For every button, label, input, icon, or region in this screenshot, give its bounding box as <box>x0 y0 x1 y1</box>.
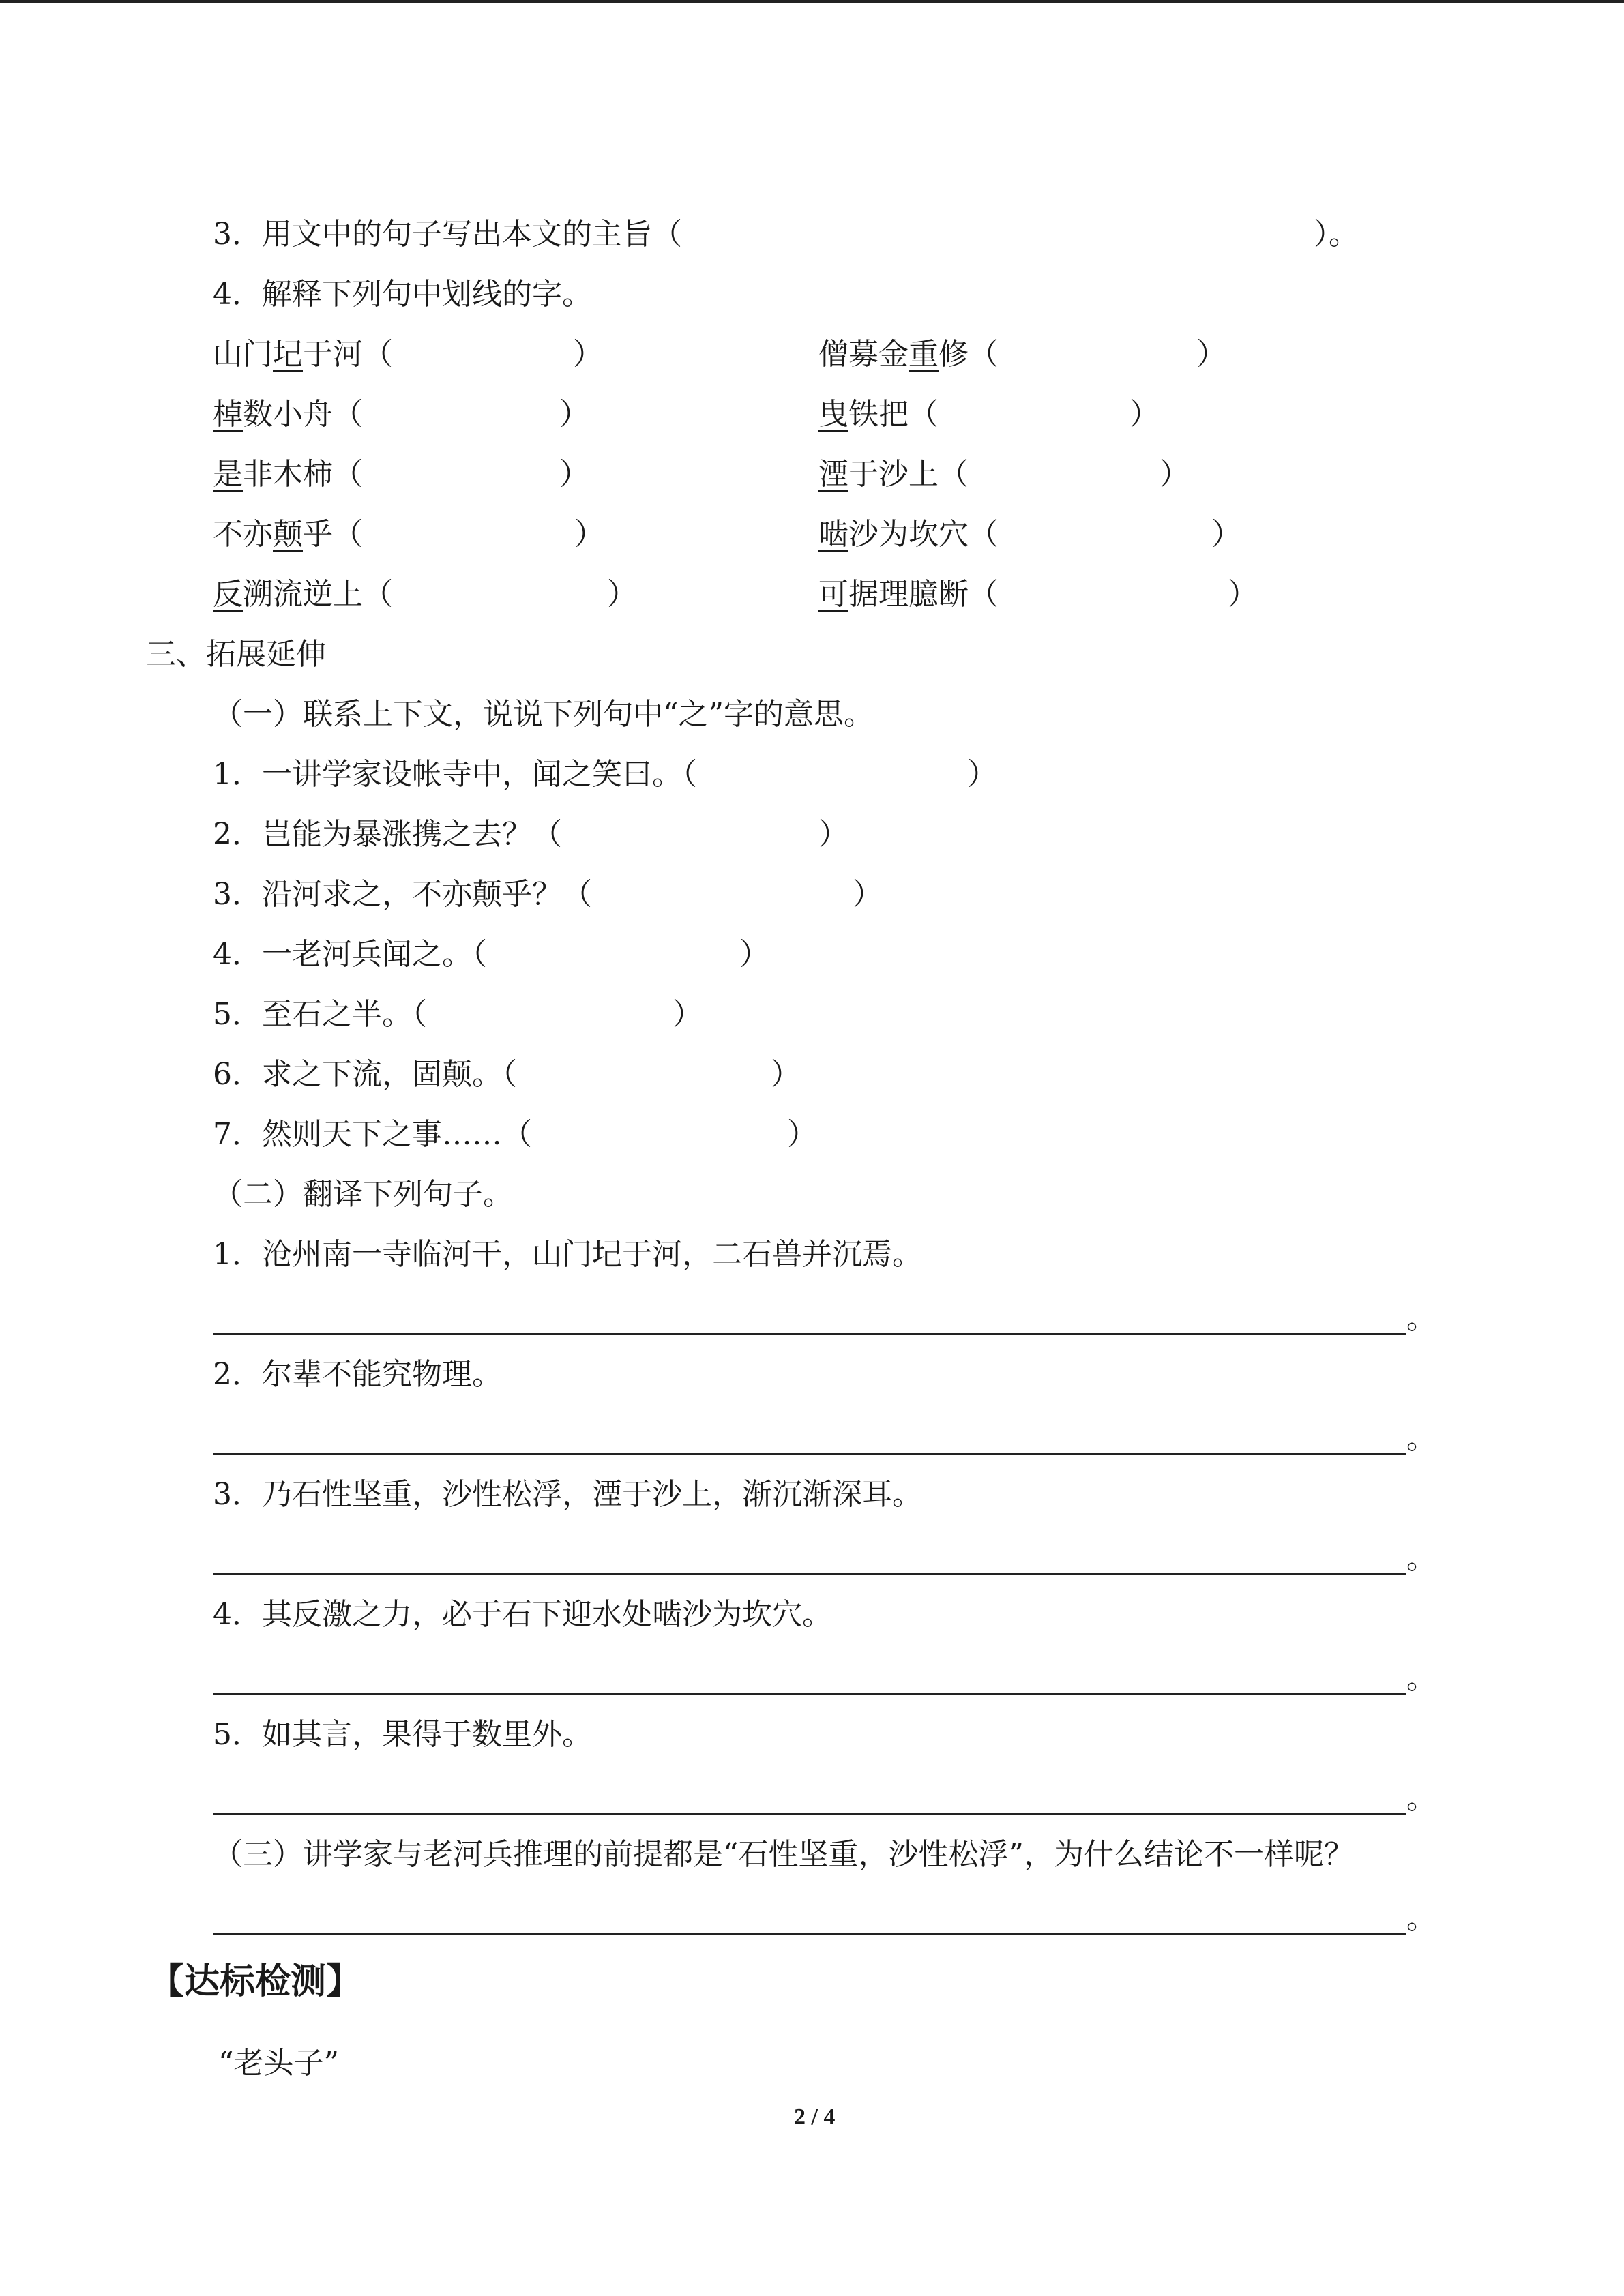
translate-sentence-1: 1．沧州南一寺临河干，山门圮于河，二石兽并沉焉。 <box>213 1237 922 1272</box>
zhi-item-2: 2．岂能为暴涨携之去？（ <box>213 817 562 852</box>
answer-period: 。 <box>1406 1301 1436 1336</box>
underlined-char: 圮 <box>273 337 303 372</box>
word-item-7: 不亦颠乎（ <box>213 517 363 552</box>
dabiao-heading: 【达标检测】 <box>149 1960 362 2002</box>
zhi-item-2-close: ） <box>818 817 848 852</box>
answer-line <box>213 1693 1406 1695</box>
q3-main-idea-label: 3．用文中的句子写出本文的主旨（ <box>213 217 682 252</box>
word-item-6-close: ） <box>1160 457 1190 492</box>
zhi-item-1-close: ） <box>967 757 997 792</box>
underlined-char: 曳 <box>818 397 848 432</box>
word-item-9: 反溯流逆上（ <box>213 577 393 612</box>
answer-period: 。 <box>1406 1901 1436 1936</box>
translate-sentence-2: 2．尔辈不能究物理。 <box>213 1357 502 1392</box>
answer-period: 。 <box>1406 1541 1436 1576</box>
word-item-10-close: ） <box>1228 577 1258 612</box>
underlined-char: 反 <box>213 577 243 612</box>
underlined-char: 颠 <box>273 517 303 552</box>
part2-title: （二）翻译下列句子。 <box>213 1177 513 1212</box>
answer-period: 。 <box>1406 1421 1436 1456</box>
answer-line <box>213 1813 1406 1815</box>
answer-line <box>213 1333 1406 1335</box>
story-title: “老头子” <box>218 2046 339 2081</box>
underlined-char: 重 <box>909 337 939 372</box>
answer-line <box>213 1933 1406 1935</box>
zhi-item-4-close: ） <box>739 937 769 972</box>
word-item-8-close: ） <box>1211 517 1241 552</box>
translate-sentence-5: 5．如其言，果得于数里外。 <box>213 1717 592 1752</box>
word-item-9-close: ） <box>607 577 637 612</box>
part1-title: （一）联系上下文，说说下列句中“之”字的意思。 <box>213 697 874 732</box>
zhi-item-4: 4．一老河兵闻之。（ <box>213 937 487 972</box>
underlined-char: 是 <box>213 457 243 492</box>
zhi-item-3: 3．沿河求之，不亦颠乎？（ <box>213 877 592 912</box>
word-item-3-close: ） <box>559 397 589 432</box>
zhi-item-3-close: ） <box>853 877 883 912</box>
zhi-item-6-close: ） <box>771 1057 801 1092</box>
zhi-item-5-close: ） <box>673 997 703 1032</box>
word-item-3: 棹数小舟（ <box>213 397 363 432</box>
word-item-10: 可据理臆断（ <box>818 577 999 612</box>
zhi-item-1: 1．一讲学家设帐寺中，闻之笑曰。（ <box>213 757 697 792</box>
part3-question: （三）讲学家与老河兵推理的前提都是“石性坚重，沙性松浮”，为什么结论不一样呢？ <box>213 1837 1354 1872</box>
q4-title: 4．解释下列句中划线的字。 <box>213 277 592 312</box>
answer-line <box>213 1453 1406 1455</box>
zhi-item-7: 7．然则天下之事……（ <box>213 1117 532 1152</box>
word-item-4-close: ） <box>1130 397 1160 432</box>
word-item-1-close: ） <box>573 337 603 372</box>
word-item-8: 啮沙为坎穴（ <box>818 517 999 552</box>
zhi-item-5: 5．至石之半。（ <box>213 997 427 1032</box>
underlined-char: 可 <box>818 577 848 612</box>
zhi-item-6: 6．求之下流，固颠。（ <box>213 1057 517 1092</box>
word-item-4: 曳铁把（ <box>818 397 939 432</box>
word-item-2-close: ） <box>1196 337 1226 372</box>
translate-sentence-4: 4．其反激之力，必于石下迎水处啮沙为坎穴。 <box>213 1597 832 1632</box>
top-border <box>0 0 1624 3</box>
word-item-5: 是非木柿（ <box>213 457 363 492</box>
word-item-2: 僧募金重修（ <box>818 337 999 372</box>
answer-line <box>213 1573 1406 1575</box>
translate-sentence-3: 3．乃石性坚重，沙性松浮，湮于沙上，渐沉渐深耳。 <box>213 1477 922 1512</box>
q3-main-idea-close: ）。 <box>1314 217 1359 252</box>
word-item-7-close: ） <box>574 517 604 552</box>
underlined-char: 啮 <box>818 517 848 552</box>
section-3-title: 三、拓展延伸 <box>146 637 326 672</box>
word-item-1: 山门圮于河（ <box>213 337 393 372</box>
answer-period: 。 <box>1406 1781 1436 1816</box>
word-item-6: 湮于沙上（ <box>818 457 969 492</box>
page-number: 2 / 4 <box>794 2104 836 2130</box>
answer-period: 。 <box>1406 1661 1436 1696</box>
underlined-char: 棹 <box>213 397 243 432</box>
underlined-char: 湮 <box>818 457 848 492</box>
zhi-item-7-close: ） <box>787 1117 817 1152</box>
word-item-5-close: ） <box>559 457 589 492</box>
